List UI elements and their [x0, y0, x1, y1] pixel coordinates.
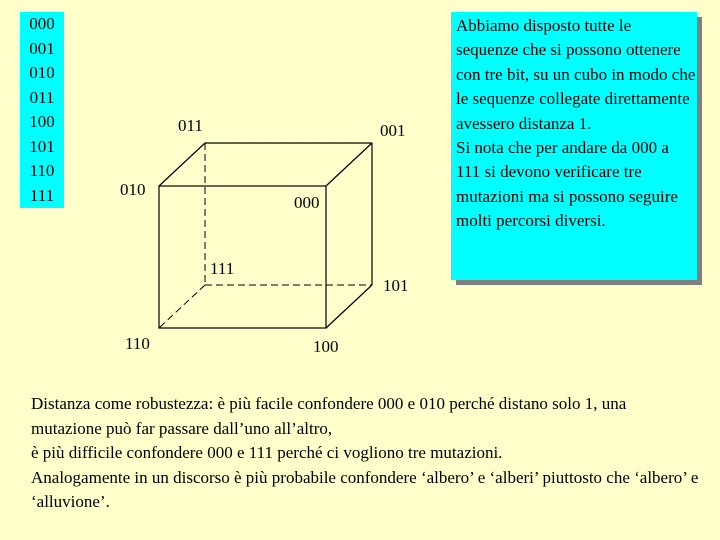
- explanation-box: [451, 12, 697, 280]
- code-item: 101: [29, 136, 55, 156]
- explanation-paragraph-1: Abbiamo disposto tutte le sequenze che si possono ottenere con tre bit, su un cubo in modo che le sequenze collegate direttamente avessero distanza 1.: [456, 16, 696, 133]
- vertex-label-011: 011: [178, 116, 203, 135]
- code-item: 000: [29, 14, 55, 33]
- code-item: 011: [29, 87, 55, 107]
- vertex-label-111: 111: [210, 259, 235, 278]
- code-item: 110: [29, 161, 55, 180]
- code-item: 111: [29, 185, 55, 205]
- bottom-line-1: Distanza come robustezza: è più facile confondere 000 e 010 perché distano solo 1, una mutazione può far passare dall’uno all’altro,: [31, 394, 627, 438]
- vertex-label-101: 101: [383, 276, 409, 295]
- edge-100-101: [326, 285, 372, 328]
- code-item: 010: [29, 63, 55, 82]
- bottom-line-2: è più difficile confondere 000 e 111 perché ci vogliono tre mutazioni.: [31, 443, 503, 462]
- edge-000-001: [326, 143, 372, 186]
- code-item: 001: [29, 38, 55, 58]
- vertex-label-100: 100: [313, 337, 339, 356]
- vertex-label-010: 010: [120, 180, 146, 199]
- vertex-label-001: 001: [380, 121, 406, 140]
- explanation-paragraph-2: Si nota che per andare da 000 a 111 si devono verificare tre mutazioni ma si possono seguire molti percorsi diversi.: [456, 138, 678, 231]
- code-item: 100: [29, 112, 55, 131]
- vertex-label-110: 110: [125, 334, 150, 353]
- edge-010-011: [159, 143, 205, 186]
- bottom-text: [31, 392, 701, 515]
- bottom-line-3: Analogamente in un discorso è più probabile confondere ‘albero’ e ‘alberi’ piuttosto che ‘albero’ e ‘alluvione’.: [31, 467, 699, 511]
- hidden-edge-111-110: [159, 285, 205, 328]
- vertex-label-000: 000: [294, 193, 320, 212]
